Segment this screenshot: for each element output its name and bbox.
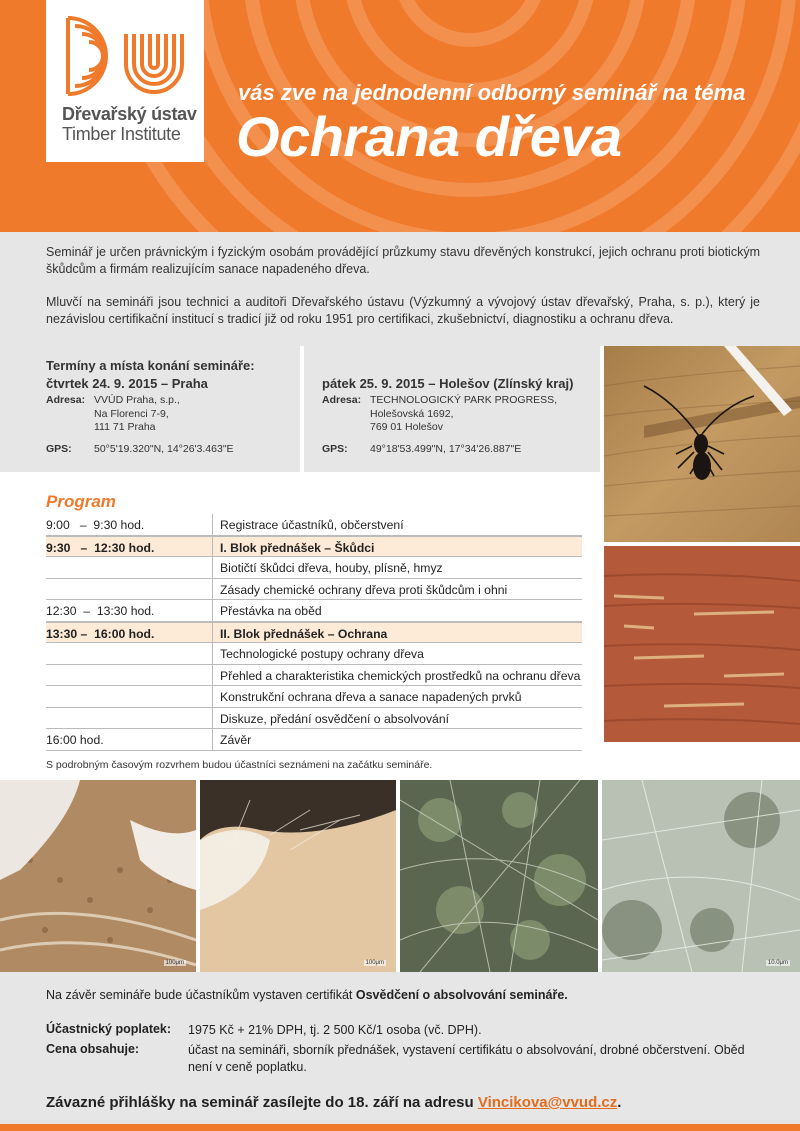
venue-address: TECHNOLOGICKÝ PARK PROGRESS, Holešovská 1692, 769 01 Holešov bbox=[370, 394, 558, 433]
program-row bbox=[46, 686, 582, 708]
hyphae-closeup-photo bbox=[602, 780, 800, 972]
program-row bbox=[46, 579, 582, 601]
address-label: Adresa: bbox=[46, 394, 86, 406]
footer-section bbox=[0, 972, 800, 1131]
venue-date: pátek 25. 9. 2015 – Holešov (Zlínský kraj) bbox=[322, 376, 574, 391]
program-item: Technologické postupy ochrany dřeva bbox=[220, 647, 424, 661]
bottom-bar bbox=[0, 1124, 800, 1131]
includes-label: Cena obsahuje: bbox=[46, 1042, 140, 1056]
register-line bbox=[46, 1094, 621, 1111]
fee-value: 1975 Kč + 21% DPH, tj. 2 500 Kč/1 osoba (vč. DPH). bbox=[188, 1023, 482, 1037]
program-item: Registrace účastníků, občerstvení bbox=[220, 518, 404, 532]
program-row bbox=[46, 514, 582, 536]
includes-value: účast na semináři, sborník přednášek, vystavení certifikátu o absolvování, drobné občerstvení. Oběd není v ceně poplatku. bbox=[188, 1043, 745, 1074]
intro-paragraph: Mluvčí na semináři jsou technici a auditoři Dřevařského ústavu (Výzkumný a vývojový ústav dřevařský, Praha, s. p.), který je nezávislou certifikační institucí s tradicí již od roku 1951 pro certifikaci, zkušebnictví, diagnostiku a ochranu dřeva. bbox=[46, 295, 760, 326]
venue-date: čtvrtek 24. 9. 2015 – Praha bbox=[46, 376, 208, 391]
scale-label: 100μm bbox=[365, 960, 384, 966]
divider bbox=[212, 665, 213, 686]
certificate-prefix: Na závěr semináře bude účastníkům vystaven certifikát bbox=[46, 988, 356, 1002]
invite-line: vás zve na jednodenní odborný seminář na téma bbox=[238, 80, 746, 105]
logo bbox=[46, 0, 204, 162]
scale-label: 100μm bbox=[165, 960, 184, 966]
program-row bbox=[46, 643, 582, 665]
hyphae-photo bbox=[400, 780, 598, 972]
divider bbox=[212, 579, 213, 600]
venues-heading: Termíny a místa konání semináře: bbox=[46, 358, 255, 373]
program-time: 12:30 – 13:30 hod. bbox=[46, 604, 155, 618]
divider bbox=[300, 346, 304, 472]
divider bbox=[212, 708, 213, 729]
program-item: Konstrukční ochrana dřeva a sanace napadených prvků bbox=[220, 690, 522, 704]
fee-label: Účastnický poplatek: bbox=[46, 1022, 172, 1036]
program-row bbox=[46, 729, 582, 751]
venues-section bbox=[0, 346, 600, 472]
program-item: Přestávka na oběd bbox=[220, 604, 322, 618]
program-item: Zásady chemické ochrany dřeva proti škůdcům i ohni bbox=[220, 582, 508, 597]
venue-holesov bbox=[322, 376, 597, 456]
includes-row bbox=[46, 1042, 768, 1076]
program-row bbox=[46, 600, 582, 622]
program-item: I. Blok přednášek – Škůdci bbox=[220, 540, 375, 555]
header-banner bbox=[0, 0, 800, 232]
gps-label: GPS: bbox=[322, 442, 348, 455]
venue-address: VVÚD Praha, s.p., Na Florenci 7-9, 111 71 Praha bbox=[94, 394, 180, 433]
venue-gps: 50°5'19.320"N, 14°26'3.463"E bbox=[94, 442, 234, 455]
program-row bbox=[46, 665, 582, 687]
program-time: 13:30 – 16:00 hod. bbox=[46, 626, 155, 641]
venue-prague bbox=[46, 376, 296, 456]
logo-mark-icon bbox=[64, 14, 188, 102]
program-note: S podrobným časovým rozvrhem budou účastníci seznámeni na začátku semináře. bbox=[46, 759, 433, 771]
fungus-wood-photo bbox=[0, 780, 196, 972]
program-item: Přehled a charakteristika chemických prostředků na ochranu dřeva bbox=[220, 668, 581, 683]
venue-gps: 49°18'53.499"N, 17°34'26.887"E bbox=[370, 442, 522, 455]
mold-photo bbox=[200, 780, 396, 972]
divider bbox=[212, 557, 213, 578]
program-time: 9:00 – 9:30 hod. bbox=[46, 518, 145, 532]
program-time: 9:30 – 12:30 hod. bbox=[46, 540, 155, 555]
register-text: Závazné přihlášky na seminář zasílejte do 18. září na adresu bbox=[46, 1094, 478, 1111]
program-row bbox=[46, 557, 582, 579]
intro-paragraph: Seminář je určen právnickým i fyzickým osobám provádějící průzkumy stavu dřevěných konstrukcí, jejich ochranu proti biotickým škůdcům a firmám realizujícím sanace napadeného dřeva. bbox=[46, 245, 760, 276]
program-item: Biotičtí škůdci dřeva, houby, plísně, hmyz bbox=[220, 561, 443, 575]
photo-strip bbox=[0, 780, 800, 972]
program-row bbox=[46, 708, 582, 730]
certificate-name: Osvědčení o absolvování semináře. bbox=[355, 988, 568, 1002]
program-table bbox=[46, 514, 582, 751]
register-end: . bbox=[617, 1094, 622, 1111]
program-row bbox=[46, 622, 582, 644]
register-email-link[interactable]: Vincikova@vvud.cz bbox=[477, 1094, 618, 1111]
wood-photo bbox=[604, 546, 800, 742]
divider bbox=[212, 686, 213, 707]
program-row bbox=[46, 536, 582, 558]
fee-row bbox=[46, 1022, 768, 1039]
program-title: Program bbox=[46, 492, 116, 511]
intro-section bbox=[0, 232, 800, 346]
program-item: II. Blok přednášek – Ochrana bbox=[220, 626, 388, 641]
address-label: Adresa: bbox=[322, 394, 362, 406]
program-time: 16:00 hod. bbox=[46, 733, 104, 747]
program-item: Závěr bbox=[220, 733, 252, 747]
logo-name-en: Timber Institute bbox=[62, 124, 181, 144]
certificate-text bbox=[46, 988, 568, 1002]
gps-label: GPS: bbox=[46, 442, 72, 455]
page-title: Ochrana dřeva bbox=[236, 105, 622, 168]
program-item: Diskuze, předání osvědčení o absolvování bbox=[220, 711, 449, 726]
scale-label: 10.0μm bbox=[767, 960, 788, 966]
logo-name-cz: Dřevařský ústav bbox=[62, 104, 197, 124]
beetle-photo bbox=[604, 346, 800, 542]
divider bbox=[212, 643, 213, 664]
